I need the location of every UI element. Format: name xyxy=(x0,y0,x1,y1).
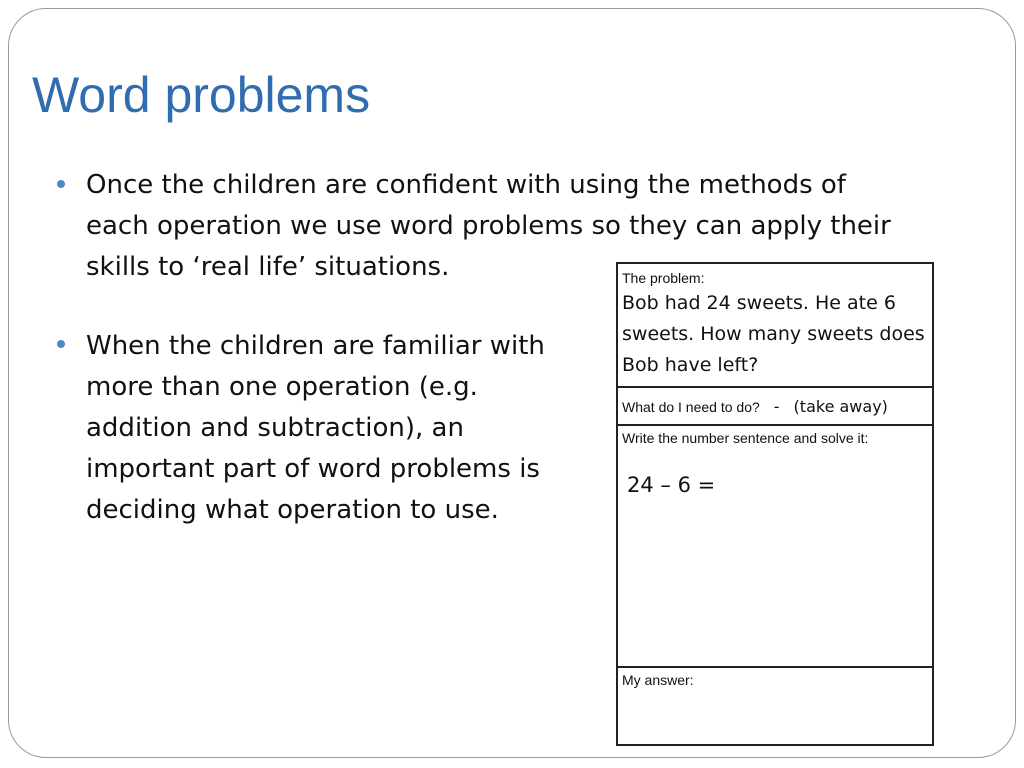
problem-text: Bob had 24 sweets. He ate 6 sweets. How many sweets does Bob have left? xyxy=(622,292,925,376)
answer-section xyxy=(618,666,932,746)
bullet-dot-icon xyxy=(57,180,65,188)
problem-section xyxy=(618,264,932,388)
problem-label: The problem: xyxy=(622,270,705,286)
operation-symbol: - xyxy=(773,397,780,416)
operation-note: (take away) xyxy=(793,397,888,416)
operation-section xyxy=(618,386,932,426)
number-sentence-section xyxy=(618,424,932,668)
bullet-text-2: When the children are familiar with more than one operation (e.g. addition and subtraction), an important part of word problems is deciding what operation to use. xyxy=(86,331,545,525)
bullet-dot-icon xyxy=(57,340,65,348)
word-problem-box xyxy=(616,262,934,746)
slide-title: Word problems xyxy=(32,67,371,123)
operation-label: What do I need to do? xyxy=(622,399,760,415)
number-sentence: 24 – 6 = xyxy=(627,473,716,497)
bullet-text-1: Once the children are confident with using the methods of each operation we use word problems so they can apply their skills to ‘real life’ situations. xyxy=(86,170,891,282)
number-sentence-label: Write the number sentence and solve it: xyxy=(622,430,869,446)
answer-label: My answer: xyxy=(622,672,694,688)
